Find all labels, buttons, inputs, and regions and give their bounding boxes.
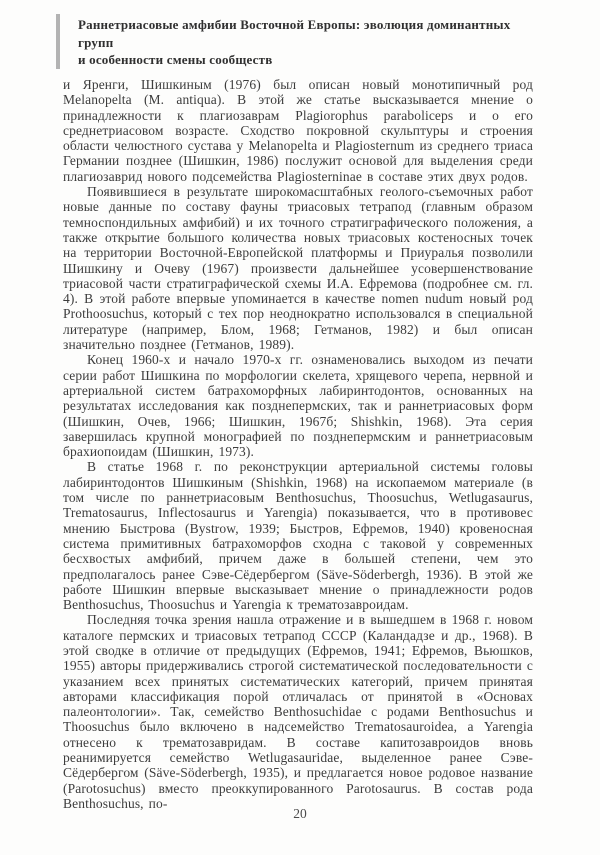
body-paragraph-4: В статье 1968 г. по реконструкции артериальной системы головы лабиринтодонтов Шишкиным (Shishkin, 1968) на ископаемом материале (в том числе по раннетриасовым Benthosuchus, Thoosuchus, Wetlugasaurus, Trematosaurus, Inflectosaurus и Yarengia) показывается, что в противовес мнению Быстрова (Bystrow, 1939; Быстров, Ефремов, 1940) кровеносная система примитивных батрахоморфов сходна с таковой у современных бесхвостых амфибий, причем даже в большей степени, чем это предполагалось ранее Сэве-Сёдербергом (Säve-Söderbergh, 1936). В этой же работе Шишкин впервые высказывает мнение о принадлежности родов Benthosuchus, Thoosuchus и Yarengia к трематозавроидам. [63,459,533,613]
body-paragraph-5: Последняя точка зрения нашла отражение и в вышедшем в 1968 г. новом каталоге пермских и триасовых тетрапод СССР (Каландадзе и др., 1968). В этой сводке в отличие от предыдущих (Ефремов, 1941; Ефремов, Вьюшков, 1955) авторы придерживались строгой систематической последовательности с указанием всех принятых систематических категорий, причем принятая авторами классификация порой отличалась от принятой в «Основах палеонтологии». Так, семейство Benthosuchidae с родами Benthosuchus и Thoosuchus было включено в надсемейство Trematosauroidea, а Yarengia отнесено к трематозавридам. В составе капитозавроидов вновь реанимируется семейство Wetlugasauridae, выделенное ранее Сэве-Сёдербергом (Säve-Söderbergh, 1935), и предлагается новое родовое название (Parotosuchus) вместо преоккупированного Parotosaurus. В состав рода Benthosuchus, по- [63,612,534,811]
body-paragraph-1: и Яренги, Шишкиным (1976) был описан новый монотипичный род Melanopelta (M. antiqua). В этой же статье высказывается мнение о принадлежности к плагиозаврам Plagiorophus paraboliceps и о его среднетриасовом возрасте. Сходство покровной скульптуры и строения области челюстного сустава у Melanopelta и Plagiosternum из среднего триаса Германии позднее (Шишкин, 1986) послужит основой для выделения среди плагиозаврид нового подсемейства Plagiosterninae в составе этих двух родов. [63,77,533,184]
running-header-text [78,14,542,69]
running-header-line-2: и особенности смены сообществ [78,52,273,67]
running-header-line-1: Раннетриасовые амфибии Восточной Европы: эволюция доминантных групп [78,17,511,50]
page-number: 20 [293,806,307,821]
body-paragraph-3: Конец 1960-х и начало 1970-х гг. ознаменовались выходом из печати серии работ Шишкина по морфологии скелета, хрящевого черепа, нервной и артериальной систем батрахоморфных лабиринтодонтов, основанных на результатах исследования как позднепермских, так и раннетриасовых форм (Шишкин, Очев, 1966; Шишкин, 1967б; Shishkin, 1968). Эта серия завершилась крупной монографией по позднепермским и раннетриасовым брахиопоидам (Шишкин, 1973). [63,352,533,460]
running-header [56,14,542,69]
body-paragraph-2: Появившиеся в результате широкомасштабных геолого-съемочных работ новые данные по составу фауны триасовых тетрапод (главным образом темноспондильных амфибий) и их точного стратиграфического положения, а также открытие большого количества новых триасовых костеносных точек на территории Восточной-Европейской платформы и Приуралья позволили Шишкину и Очеву (1967) произвести дальнейшее усовершенствование триасовой части стратиграфической схемы И.А. Ефремова (подробнее см. гл. 4). В этой работе впервые упоминается в качестве nomen nudum новый род Prothoosuchus, который с тех пор неоднократно использовался в специальной литературе (например, Блом, 1968; Гетманов, 1982) и был описан значительно позднее (Гетманов, 1989). [63,184,533,353]
page-body [63,77,533,811]
header-rule-bar [56,14,60,69]
